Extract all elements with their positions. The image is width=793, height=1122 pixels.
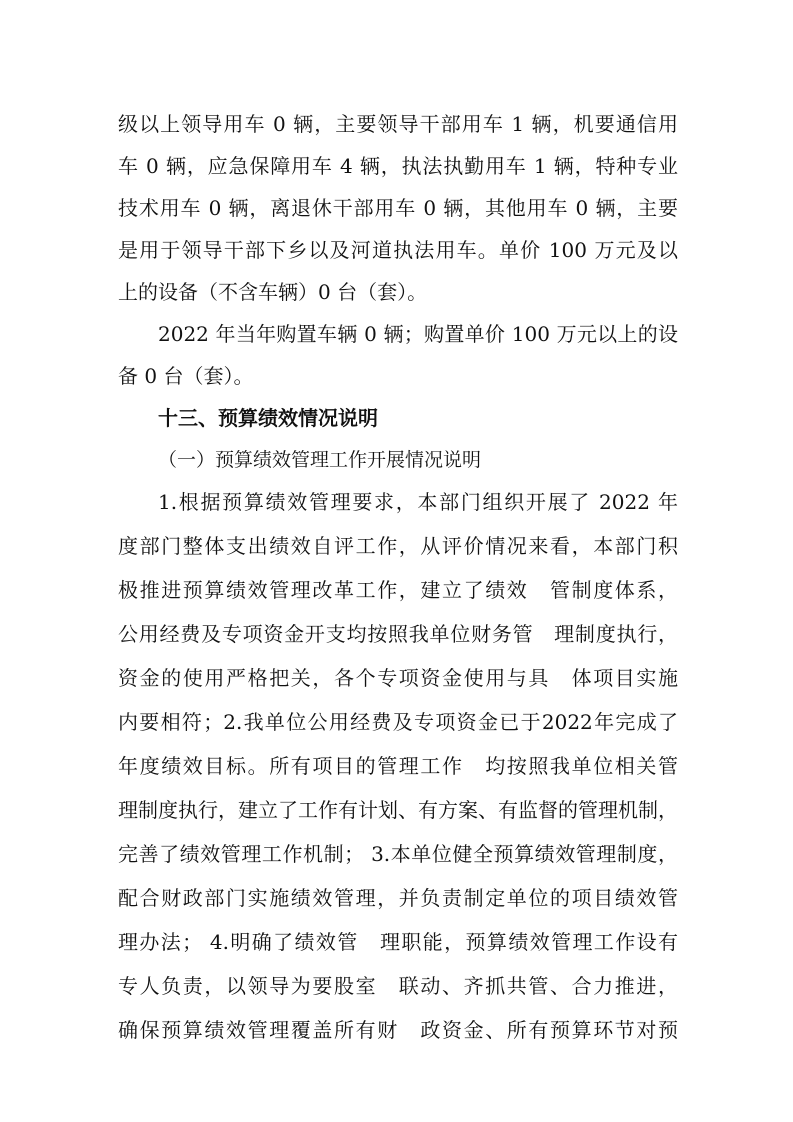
text-line: 确保预算绩效管理覆盖所有财 政资金、所有预算环节对预 bbox=[118, 1018, 678, 1042]
text-line: 内要相符；2.我单位公用经费及专项资金已于2022年完成了 bbox=[118, 710, 678, 734]
text-line: 理办法； 4.明确了绩效管 理职能，预算绩效管理工作设有 bbox=[118, 930, 678, 954]
text-line: 1.根据预算绩效管理要求，本部门组织开展了 2022 年 bbox=[158, 490, 678, 514]
section-heading: 十三、预算绩效情况说明 bbox=[158, 406, 378, 430]
text-line: 理制度执行，建立了工作有计划、有方案、有监督的管理机制， bbox=[118, 798, 678, 822]
text-line: 技术用车 0 辆，离退休干部用车 0 辆，其他用车 0 辆，主要 bbox=[118, 196, 678, 220]
text-line: 度部门整体支出绩效自评工作，从评价情况来看，本部门积 bbox=[118, 534, 678, 558]
text-line: 上的设备（不含车辆）0 台（套）。 bbox=[118, 280, 428, 304]
text-line: 备 0 台（套）。 bbox=[118, 364, 254, 388]
text-line: 公用经费及专项资金开支均按照我单位财务管 理制度执行， bbox=[118, 622, 678, 646]
text-line: 专人负责，以领导为要股室 联动、齐抓共管、合力推进， bbox=[118, 974, 678, 998]
text-line: 2022 年当年购置车辆 0 辆；购置单价 100 万元以上的设 bbox=[158, 322, 678, 346]
text-line: 年度绩效目标。所有项目的管理工作 均按照我单位相关管 bbox=[118, 754, 678, 778]
subsection-heading: （一）预算绩效管理工作开展情况说明 bbox=[158, 449, 482, 471]
text-line: 资金的使用严格把关，各个专项资金使用与具 体项目实施 bbox=[118, 666, 678, 690]
text-line: 级以上领导用车 0 辆，主要领导干部用车 1 辆，机要通信用 bbox=[118, 112, 678, 136]
text-line: 完善了绩效管理工作机制； 3.本单位健全预算绩效管理制度， bbox=[118, 842, 678, 866]
text-line: 是用于领导干部下乡以及河道执法用车。单价 100 万元及以 bbox=[118, 238, 678, 262]
text-line: 配合财政部门实施绩效管理，并负责制定单位的项目绩效管 bbox=[118, 886, 678, 910]
text-line: 车 0 辆，应急保障用车 4 辆，执法执勤用车 1 辆，特种专业 bbox=[118, 154, 678, 178]
text-line: 极推进预算绩效管理改革工作，建立了绩效 管制度体系， bbox=[118, 578, 678, 602]
